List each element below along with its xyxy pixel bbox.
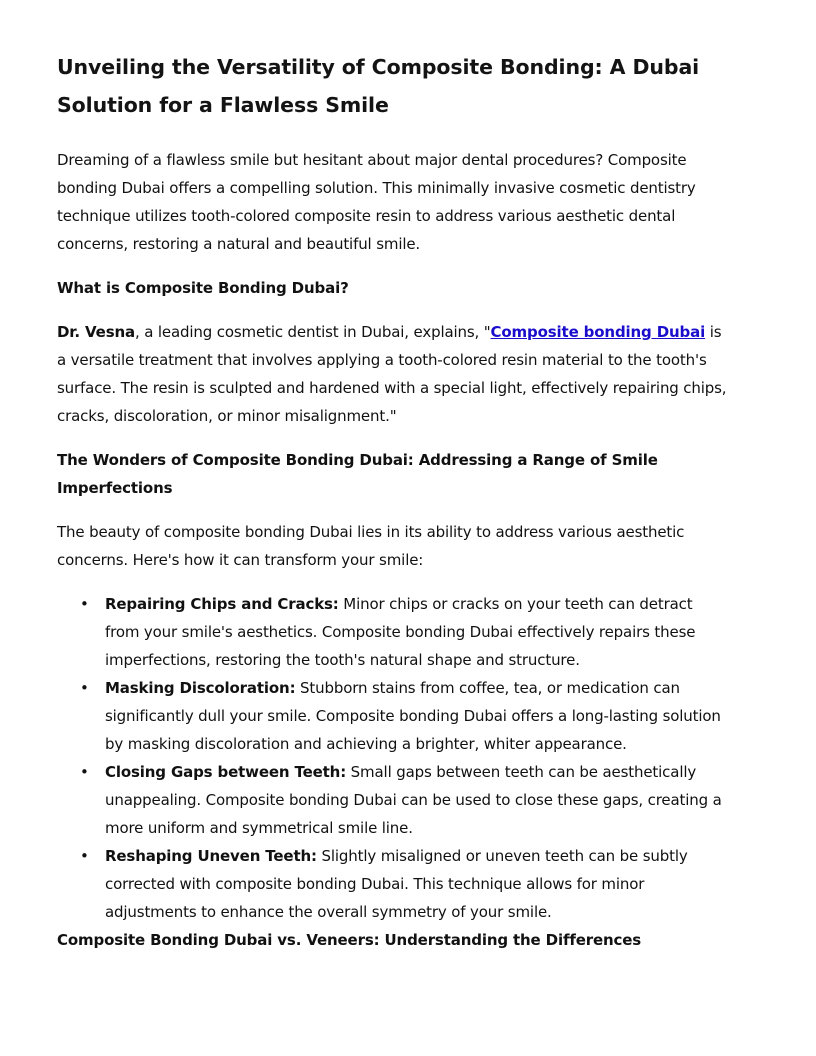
quote-lead-text: , a leading cosmetic dentist in Dubai, explains, "	[134, 323, 491, 341]
bullet-icon: •	[80, 847, 89, 865]
benefits-list	[57, 590, 729, 926]
section-heading-wonders: The Wonders of Composite Bonding Dubai: Addressing a Range of Smile Imperfections	[57, 451, 658, 497]
list-item-text: Slightly misaligned or uneven teeth can be subtly corrected with composite bonding Dubai. This technique allows for minor adjustments to enhance the overall symmetry of your smile.	[105, 847, 688, 921]
section-heading-vs-veneers: Composite Bonding Dubai vs. Veneers: Understanding the Differences	[57, 931, 642, 949]
list-item	[80, 758, 729, 842]
list-item	[80, 842, 729, 926]
dr-vesna-quote-paragraph	[57, 318, 729, 430]
bullet-icon: •	[80, 679, 89, 697]
list-item	[80, 590, 729, 674]
page-title: Unveiling the Versatility of Composite Bonding: A Dubai Solution for a Flawless Smile	[57, 55, 700, 117]
composite-bonding-dubai-link[interactable]: Composite bonding Dubai	[490, 323, 706, 341]
document-page	[57, 48, 729, 954]
list-item-title: Closing Gaps between Teeth:	[105, 763, 347, 781]
list-item-text: Minor chips or cracks on your teeth can detract from your smile's aesthetics. Composite bonding Dubai effectively repairs these imperfections, restoring the tooth's natural shape and structure.	[105, 595, 696, 669]
intro-paragraph: Dreaming of a flawless smile but hesitant about major dental procedures? Composite bonding Dubai offers a compelling solution. This minimally invasive cosmetic dentistry technique utilizes tooth-colored composite resin to address various aesthetic dental concerns, restoring a natural and beautiful smile.	[57, 151, 696, 253]
list-item-title: Repairing Chips and Cracks:	[105, 595, 339, 613]
quote-rest-text: is a versatile treatment that involves applying a tooth-colored resin material to the tooth's surface. The resin is sculpted and hardened with a special light, effectively repairing chips, cracks, discoloration, or minor misalignment."	[57, 323, 727, 425]
list-item-title: Reshaping Uneven Teeth:	[105, 847, 317, 865]
list-item-text: Small gaps between teeth can be aesthetically unappealing. Composite bonding Dubai can be used to close these gaps, creating a more uniform and symmetrical smile line.	[105, 763, 722, 837]
list-item-title: Masking Discoloration:	[105, 679, 296, 697]
bullet-icon: •	[80, 763, 89, 781]
list-item	[80, 674, 729, 758]
speaker-name: Dr. Vesna	[57, 323, 135, 341]
wonders-intro-paragraph: The beauty of composite bonding Dubai lies in its ability to address various aesthetic concerns. Here's how it can transform your smile:	[57, 523, 685, 569]
bullet-icon: •	[80, 595, 89, 613]
section-heading-what-is: What is Composite Bonding Dubai?	[57, 279, 349, 297]
list-item-text: Stubborn stains from coffee, tea, or medication can significantly dull your smile. Composite bonding Dubai offers a long-lasting solution by masking discoloration and achieving a brighter, whiter appearance.	[105, 679, 721, 753]
